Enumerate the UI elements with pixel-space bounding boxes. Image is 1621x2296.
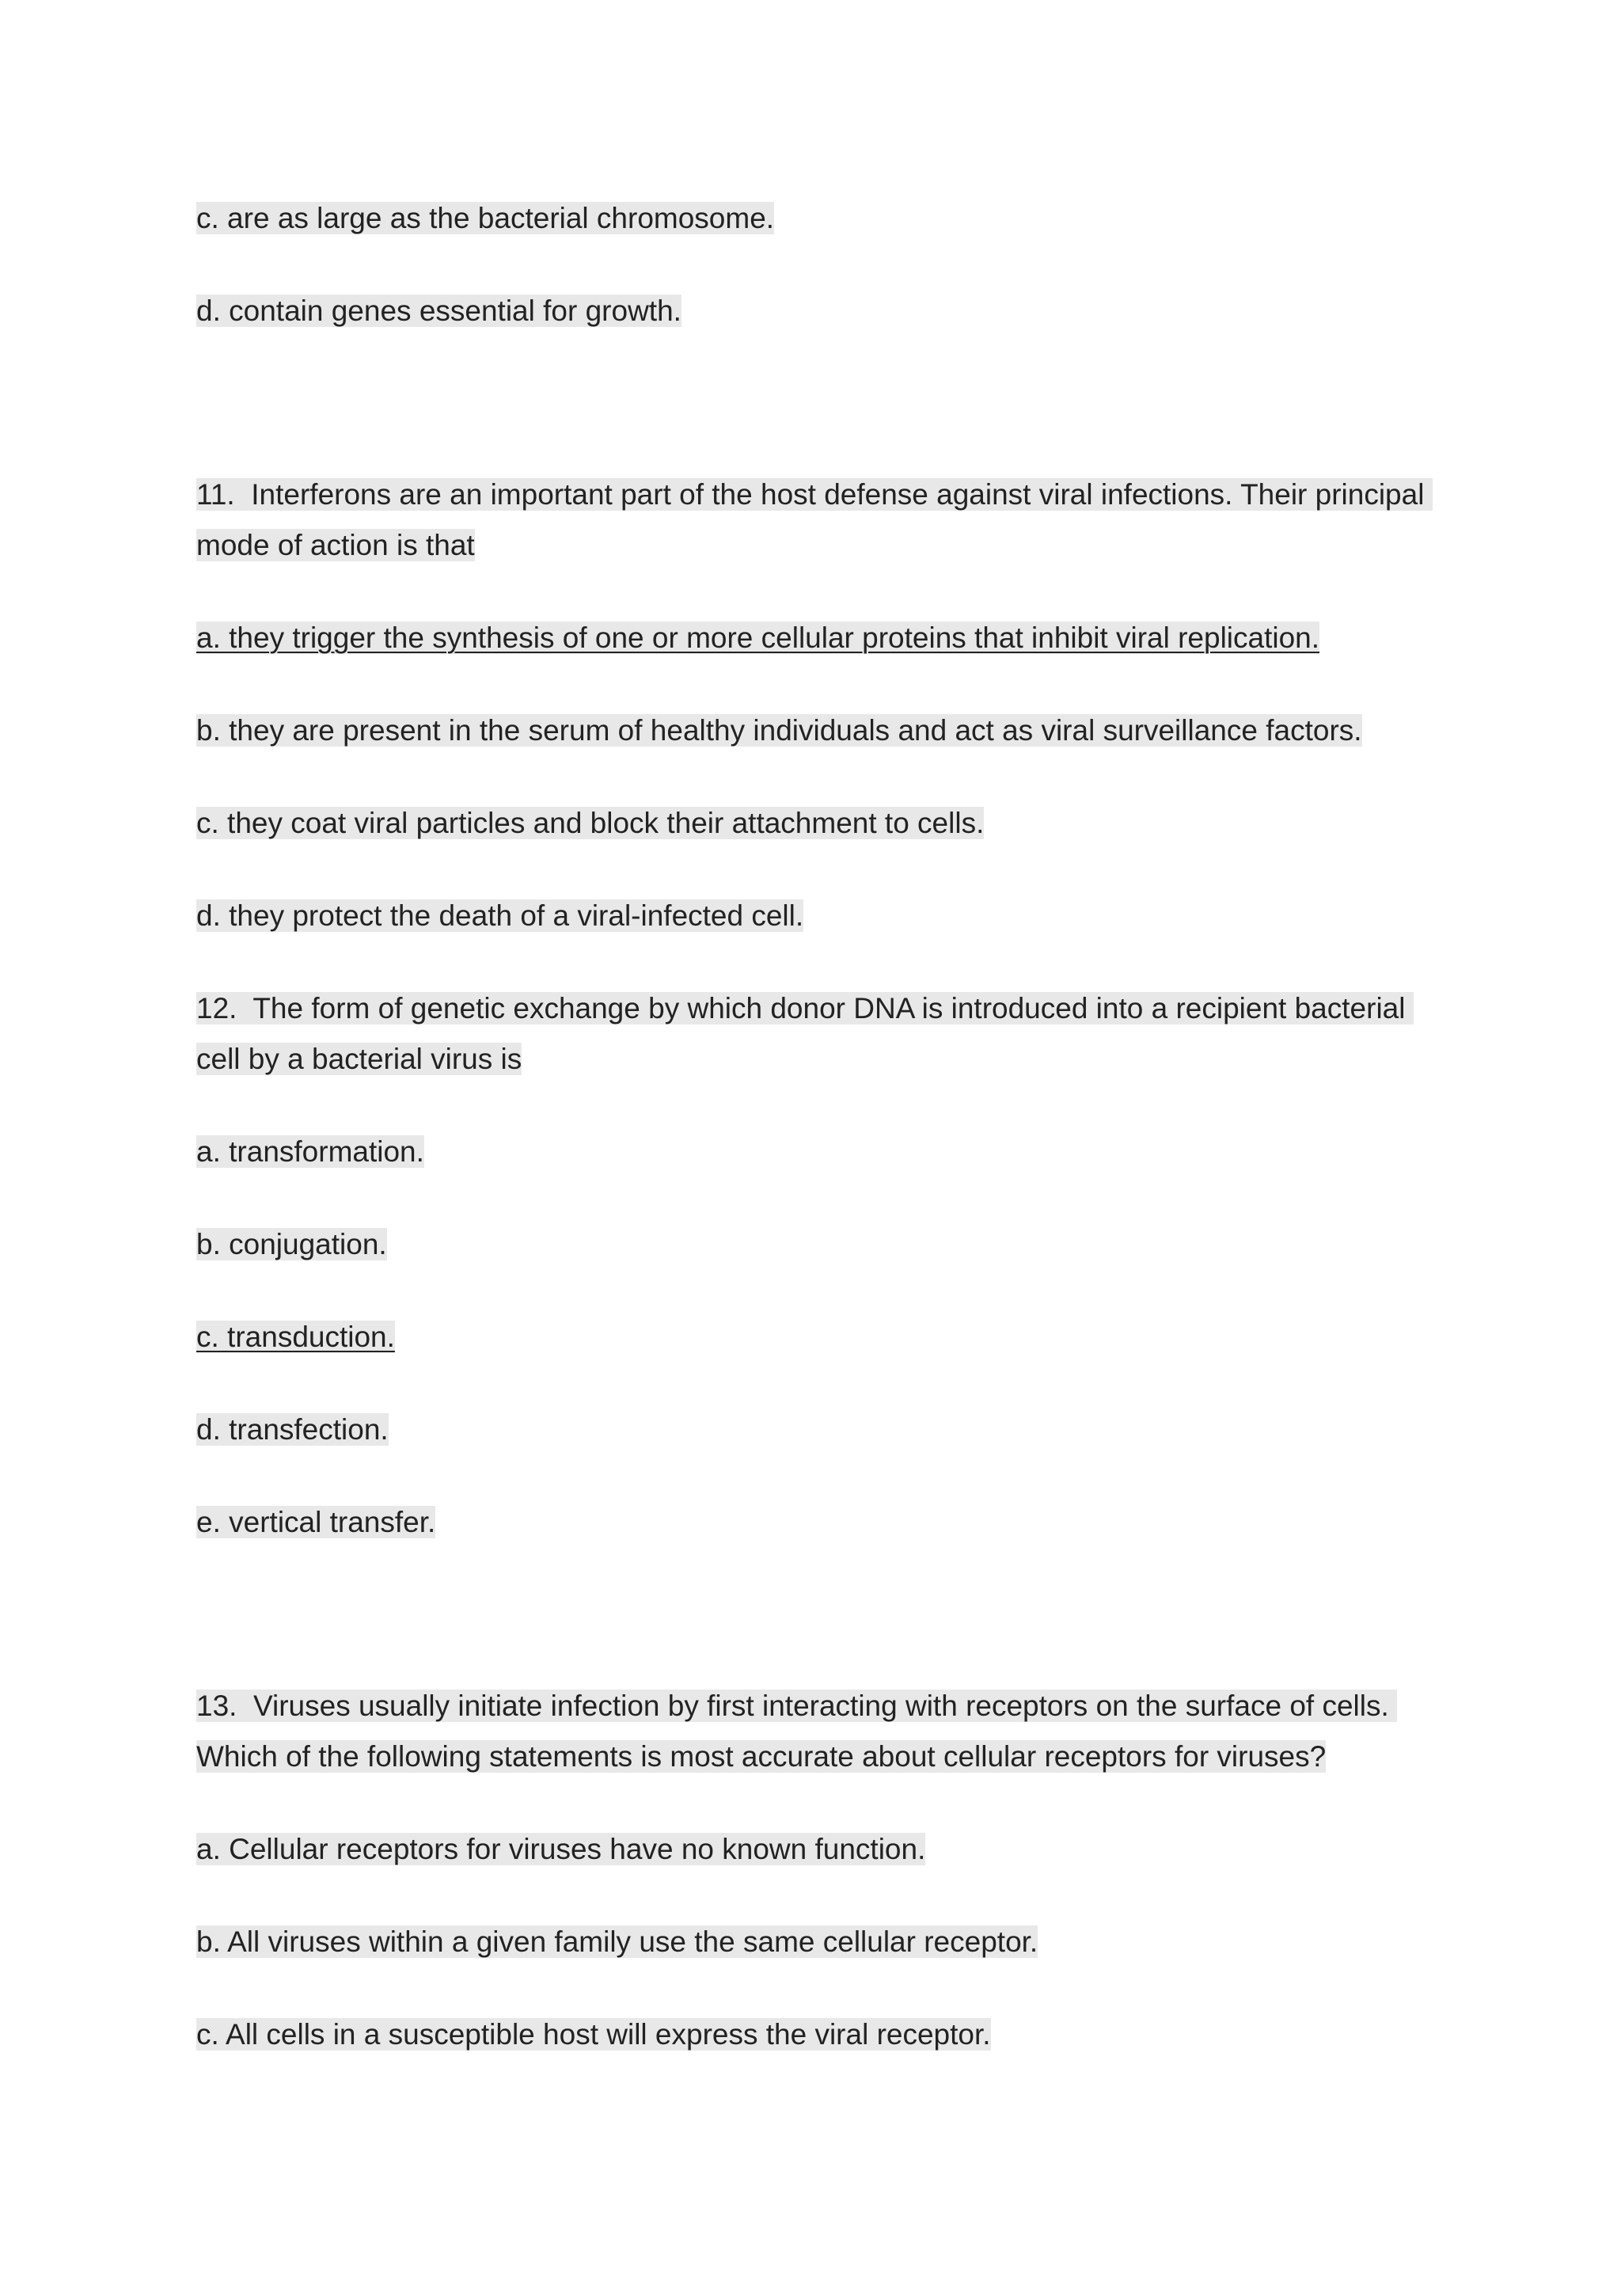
- option-12d-text: d. transfection.: [196, 1413, 389, 1446]
- option-11d-text: d. they protect the death of a viral-infected cell.: [196, 899, 804, 932]
- option-10d-text: d. contain genes essential for growth.: [196, 295, 681, 327]
- option-13c: [196, 2009, 1431, 2060]
- option-12a-text: a. transformation.: [196, 1135, 424, 1168]
- option-12b-text: b. conjugation.: [196, 1228, 387, 1260]
- option-12e-text: e. vertical transfer.: [196, 1506, 436, 1538]
- option-11b-text: b. they are present in the serum of healthy individuals and act as viral surveillance factors.: [196, 714, 1362, 747]
- option-13a: [196, 1824, 1431, 1875]
- option-11a: [196, 613, 1431, 663]
- option-10d: [196, 286, 1431, 336]
- option-13b-text: b. All viruses within a given family use the same cellular receptor.: [196, 1925, 1038, 1958]
- option-13b: [196, 1917, 1431, 1967]
- option-12a: [196, 1127, 1431, 1177]
- document-content: [196, 193, 1431, 2060]
- question-13: [196, 1681, 1431, 1782]
- option-10c: [196, 193, 1431, 244]
- option-11b: [196, 705, 1431, 756]
- option-13c-text: c. All cells in a susceptible host will express the viral receptor.: [196, 2018, 991, 2051]
- option-12c: [196, 1312, 1431, 1363]
- option-12e: [196, 1497, 1431, 1548]
- option-12b: [196, 1219, 1431, 1270]
- option-10c-text: c. are as large as the bacterial chromosome.: [196, 202, 775, 234]
- option-11a-text-correct: a. they trigger the synthesis of one or more cellular proteins that inhibit viral replication.: [196, 622, 1320, 654]
- question-11: [196, 469, 1431, 571]
- option-11d: [196, 891, 1431, 941]
- option-12d: [196, 1405, 1431, 1455]
- option-12c-text-correct: c. transduction.: [196, 1321, 395, 1353]
- option-11c-text: c. they coat viral particles and block their attachment to cells.: [196, 807, 985, 839]
- question-12-text: 12. The form of genetic exchange by which donor DNA is introduced into a recipient bacterial cell by a bacterial virus is: [196, 992, 1414, 1075]
- option-11c: [196, 798, 1431, 849]
- question-13-text: 13. Viruses usually initiate infection by first interacting with receptors on the surface of cells. Which of the following statements is most accurate about cellular receptors for viruses?: [196, 1690, 1398, 1773]
- option-13a-text: a. Cellular receptors for viruses have no known function.: [196, 1833, 926, 1865]
- question-12: [196, 983, 1431, 1085]
- question-11-text: 11. Interferons are an important part of the host defense against viral infections. Their principal mode of action is that: [196, 478, 1433, 561]
